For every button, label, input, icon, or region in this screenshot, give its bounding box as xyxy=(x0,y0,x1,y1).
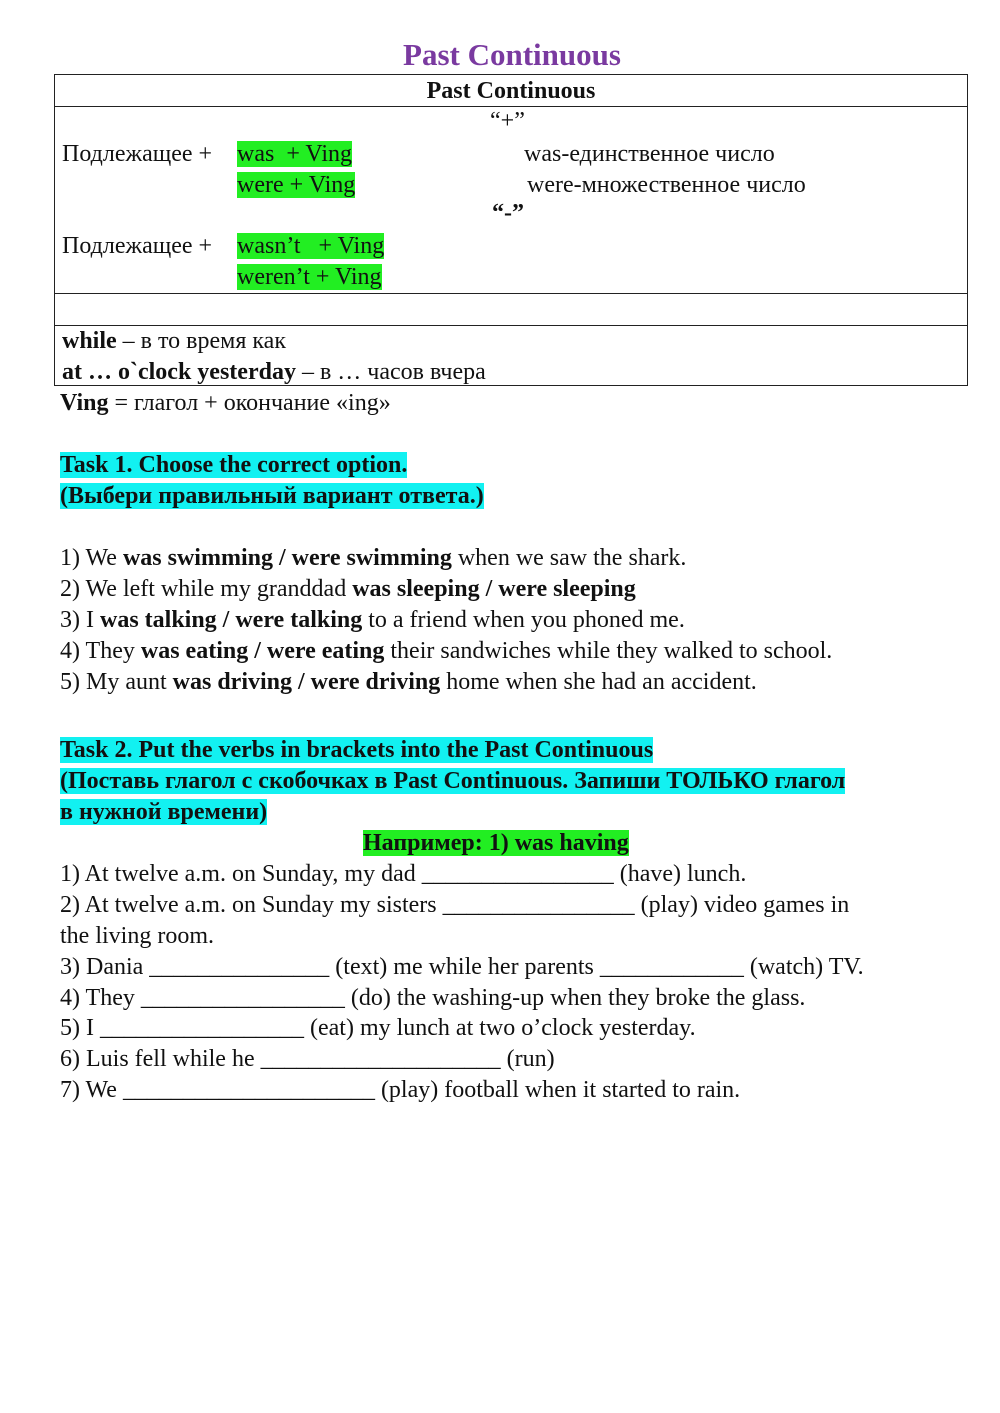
negative-mark: “-” xyxy=(492,200,524,226)
task2-line[interactable]: 4) They _________________ (do) the washing-up when they broke the glass. xyxy=(60,985,806,1011)
answer-options[interactable]: was talking / were talking xyxy=(99,607,363,633)
task2-example: Например: 1) was having xyxy=(363,830,629,856)
task2-line[interactable]: 3) Dania _______________ (text) me while her parents ____________ (watch) TV. xyxy=(60,954,864,980)
ving-note xyxy=(60,388,391,418)
clock-def: – в … часов вчера xyxy=(295,359,486,385)
task1-heading: Task 1. Choose the correct option. xyxy=(60,452,408,478)
answer-options[interactable]: was sleeping / were sleeping xyxy=(352,576,636,602)
while-rule xyxy=(62,326,286,356)
table-divider xyxy=(55,293,967,294)
were-note: were-множественное число xyxy=(527,172,806,198)
positive-mark: “+” xyxy=(490,108,525,134)
table-header: Past Continuous xyxy=(426,78,596,104)
task1-item: 3) I was talking / were talking to a friend when you phoned me. xyxy=(60,607,685,633)
task2-line: the living room. xyxy=(60,923,214,949)
task1-item: 1) We was swimming / were swimming when we saw the shark. xyxy=(60,545,687,571)
task2-line[interactable]: 5) I _________________ (eat) my lunch at two o’clock yesterday. xyxy=(60,1015,696,1041)
formula-was: was + Ving xyxy=(237,141,352,167)
task2-line[interactable]: 1) At twelve a.m. on Sunday, my dad ________________ (have) lunch. xyxy=(60,861,747,887)
task2-line[interactable]: 6) Luis fell while he ____________________ (run) xyxy=(60,1046,555,1072)
subject-label-positive: Подлежащее + xyxy=(62,141,213,167)
clock-term: at … o`clock yesterday xyxy=(62,359,296,385)
subject-label-negative: Подлежащее + xyxy=(62,233,213,259)
clock-rule xyxy=(62,357,486,387)
ving-def: = глагол + окончание «ing» xyxy=(108,390,391,416)
task1-subheading: (Выбери правильный вариант ответа.) xyxy=(60,483,484,509)
task2-line[interactable]: 2) At twelve a.m. on Sunday my sisters ________________ (play) video games in xyxy=(60,892,850,918)
task2-subheading-line2: в нужной времени) xyxy=(60,799,268,825)
task2-heading: Task 2. Put the verbs in brackets into the Past Continuous xyxy=(60,737,654,763)
while-term: while xyxy=(62,328,117,354)
task2-subheading-line1: (Поставь глагол с скобочках в Past Continuous. Запиши ТОЛЬКО глагол xyxy=(60,768,846,794)
answer-options[interactable]: was swimming / were swimming xyxy=(122,545,452,571)
task1-item: 5) My aunt was driving / were driving home when she had an accident. xyxy=(60,669,757,695)
formula-wasnt: wasn’t + Ving xyxy=(237,233,385,259)
formula-werent: weren’t + Ving xyxy=(237,264,382,290)
answer-options[interactable]: was driving / were driving xyxy=(172,669,441,695)
task1-item: 2) We left while my granddad was sleeping / were sleeping xyxy=(60,576,636,602)
formula-were: were + Ving xyxy=(237,172,356,198)
ving-term: Ving xyxy=(60,390,109,416)
page-title: Past Continuous xyxy=(403,37,621,72)
was-note: was-единственное число xyxy=(524,141,775,167)
task1-item: 4) They was eating / were eating their sandwiches while they walked to school. xyxy=(60,638,833,664)
while-def: – в то время как xyxy=(116,328,286,354)
task2-line[interactable]: 7) We _____________________ (play) football when it started to rain. xyxy=(60,1077,741,1103)
answer-options[interactable]: was eating / were eating xyxy=(140,638,385,664)
